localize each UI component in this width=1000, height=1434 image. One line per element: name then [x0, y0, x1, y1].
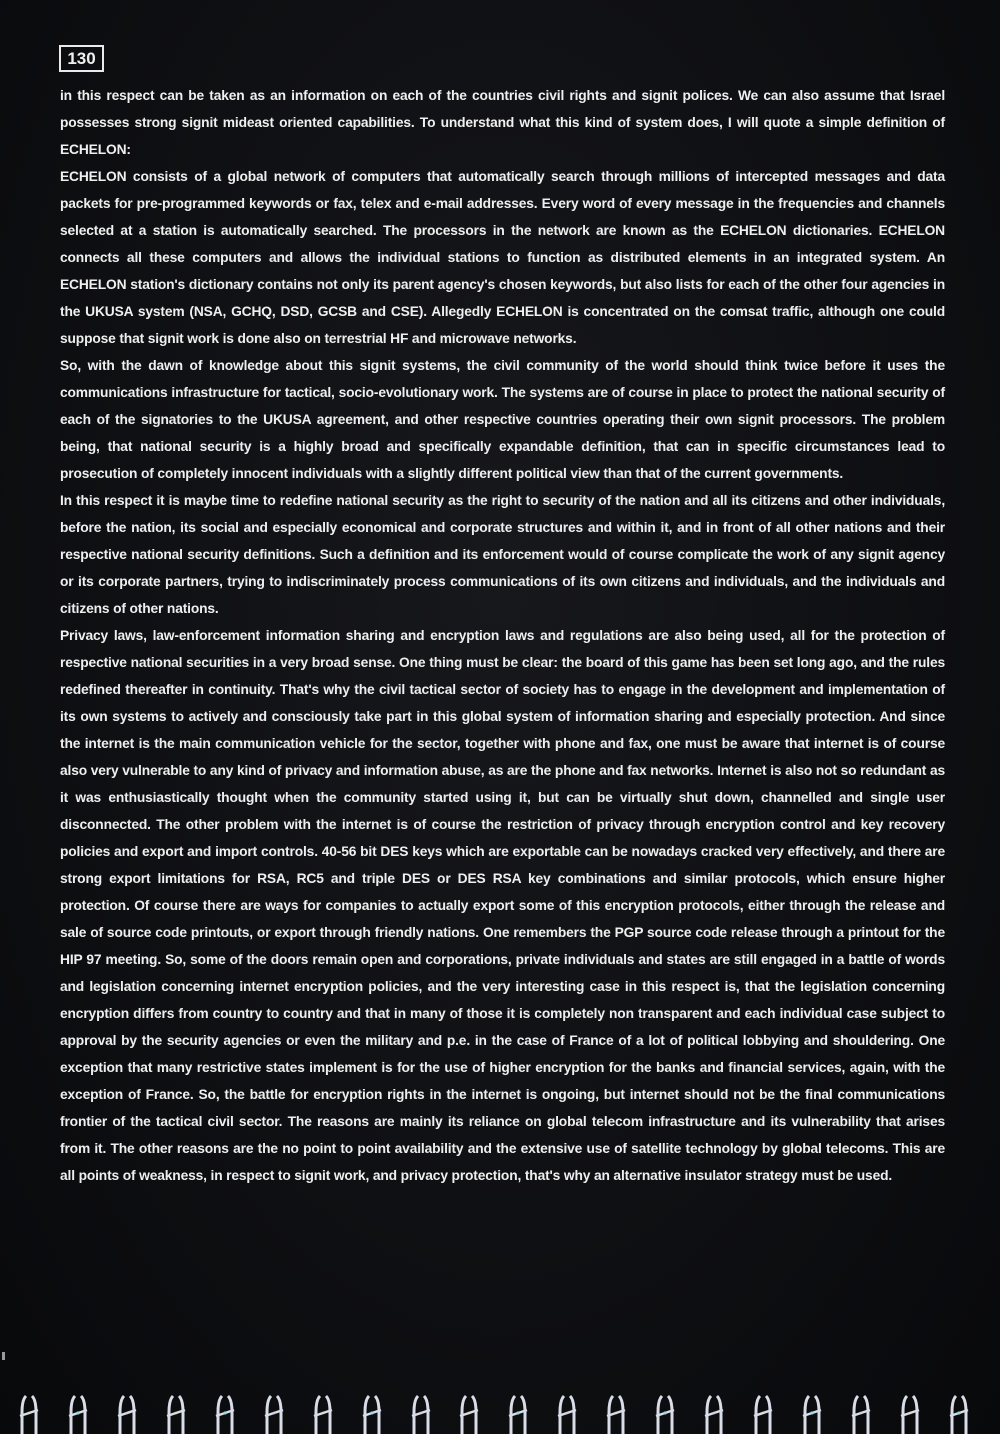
binding-ring [310, 1382, 336, 1434]
page-edge-mark [2, 1352, 5, 1360]
binding-ring [359, 1382, 385, 1434]
binding-ring [603, 1382, 629, 1434]
binding-ring [261, 1382, 287, 1434]
binding-ring [554, 1382, 580, 1434]
binding-ring [212, 1382, 238, 1434]
binding-ring [163, 1382, 189, 1434]
binding-ring [799, 1382, 825, 1434]
spiral-binding [0, 1362, 1000, 1434]
binding-ring [408, 1382, 434, 1434]
binding-ring [701, 1382, 727, 1434]
binding-ring [750, 1382, 776, 1434]
paragraph-national-security: In this respect it is maybe time to redefine national security as the right to security of the nation and all its citizens and other individuals, before the nation, its social and especially economical and corporate structures and within it, and in front of all other nations and their respective national security definitions. Such a definition and its enforcement would of course complicate the work of any signit agency or its corporate partners, trying to indiscriminately process communications of its own citizens and individuals, and the individuals and citizens of other nations. [60, 493, 945, 616]
binding-ring [897, 1382, 923, 1434]
paragraph-civil-community: So, with the dawn of knowledge about this signit systems, the civil community of the world should think twice before it uses the communications infrastructure for tactical, socio-evolutionary work. The systems are of course in place to protect the national security of each of the signatories to the UKUSA agreement, and other respective countries operating their own signit processors. The problem being, that national security is a highly broad and specifically expandable definition, that can in specific circumstances lead to prosecution of completely innocent individuals with a slightly different political view than that of the current governments. [60, 358, 945, 481]
binding-ring [505, 1382, 531, 1434]
paragraph-echelon-definition: ECHELON consists of a global network of computers that automatically search through millions of intercepted messages and data packets for pre-programmed keywords or fax, telex and e-mail addresses. Every word of every message in the frequencies and channels selected at a station is automatically searched. The processors in the network are known as the ECHELON dictionaries. ECHELON connects all these computers and allows the individual stations to function as distributed elements in an integrated system. An ECHELON station's dictionary contains not only its parent agency's chosen keywords, but also lists for each of the other four agencies in the UKUSA system (NSA, GCHQ, DSD, GCSB and CSE). Allegedly ECHELON is concentrated on the comsat traffic, although one could suppose that signit work is done also on terrestrial HF and microwave networks. [60, 169, 945, 346]
binding-ring [65, 1382, 91, 1434]
binding-ring [848, 1382, 874, 1434]
paragraph-privacy-laws: Privacy laws, law-enforcement information sharing and encryption laws and regulations are also being used, all for the protection of respective national securities in a very broad sense. One thing must be clear: the board of this game has been set long ago, and the rules redefined thereafter in continuity. That's why the civil tactical sector of society has to engage in the development and implementation of its own systems to actively and consciously take part in this global system of information sharing and especially protection. And since the internet is the main communication vehicle for the sector, together with phone and fax, one must be aware that internet is of course also very vulnerable to any kind of privacy and information abuse, as are the phone and fax networks. Internet is also not so redundant as it was enthusiastically thought when the community started using it, but can be virtually shut down, channelled and single user disconnected. The other problem with the internet is of course the restriction of privacy through encryption control and key recovery policies and export and import controls. 40-56 bit DES keys which are exportable can be nowadays cracked very effectively, and there are strong export limitations for RSA, RC5 and triple DES or DES RSA key combinations and similar protocols, which ensure higher protection. Of course there are ways for companies to actually export some of this encryption protocols, either through the release and sale of source code printouts, or export through friendly nations. One remembers the PGP source code release through a printout for the HIP 97 meeting. So, some of the doors remain open and corporations, private individuals and states are still engaged in a battle of words and legislation concerning internet encryption policies, and the very interesting case in this respect is, that the legislation concerning encryption differs from country to country and that in many of those it is completely non transparent and each individual case subject to approval by the security agencies or even the military and p.e. in the case of France of a lot of political lobbying and shouldering. One exception that many restrictive states implement is for the use of higher encryption for the banks and financial services, again, with the exception of France. So, the battle for encryption rights in the internet is ongoing, but internet should not be the final communications frontier of the tactical civil sector. The reasons are mainly its reliance on global telecom infrastructure and its vulnerability that arises from it. The other reasons are the no point to point availability and the extensive use of satellite technology by global telecoms. This are all points of weakness, in respect to signit work, and privacy protection, that's why an alternative insulator strategy must be used. [60, 628, 945, 1183]
binding-ring [946, 1382, 972, 1434]
body-text [60, 82, 945, 1189]
page-number: 130 [59, 45, 104, 72]
binding-ring [652, 1382, 678, 1434]
binding-ring [16, 1382, 42, 1434]
paragraph-intro: in this respect can be taken as an information on each of the countries civil rights and signit polices. We can also assume that Israel possesses strong signit mideast oriented capabilities. To understand what this kind of system does, I will quote a simple definition of ECHELON: [60, 88, 945, 157]
binding-ring [456, 1382, 482, 1434]
binding-ring [114, 1382, 140, 1434]
